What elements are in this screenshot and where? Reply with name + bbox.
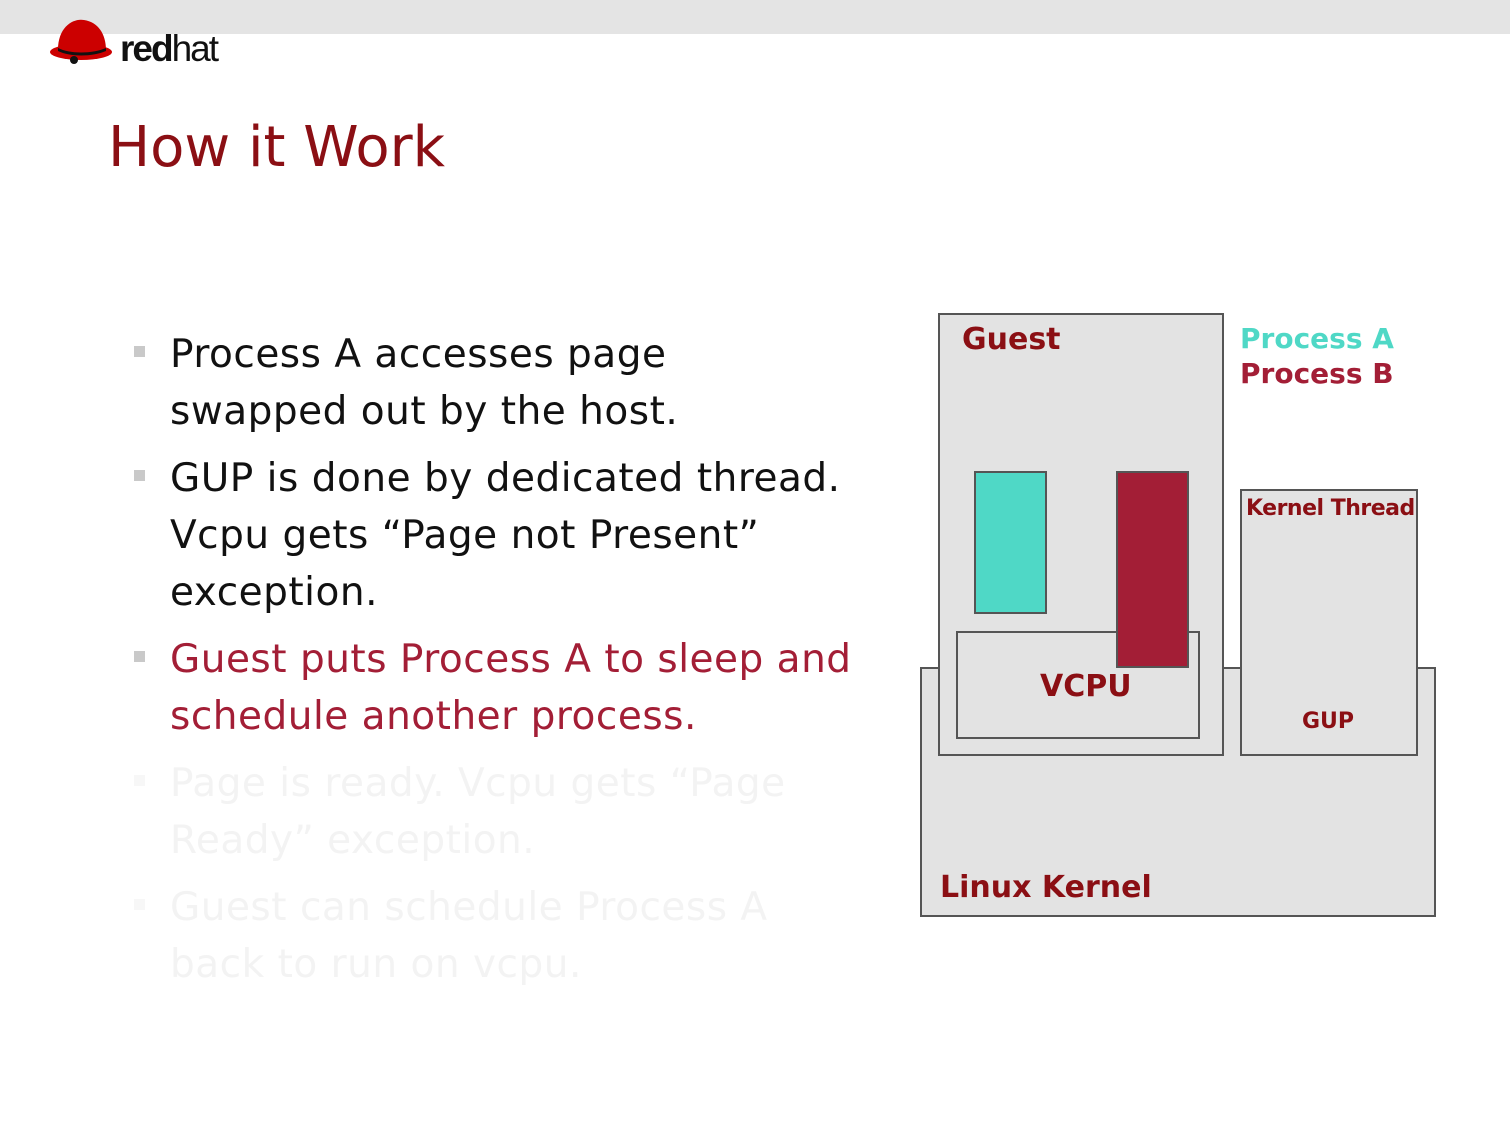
bullet-item [134,755,854,869]
vcpu-label: VCPU [1040,669,1132,704]
bullet-text: Page is ready. Vcpu gets “Page Ready” exception. [170,761,786,863]
linux-kernel-label: Linux Kernel [940,870,1152,905]
bullet-item [134,631,854,745]
bullet-marker-icon [134,346,145,357]
guest-label: Guest [962,322,1061,357]
bullet-item [134,326,854,440]
bullet-text: Guest can schedule Process A back to run on vcpu. [170,885,768,987]
shadowman-hat-icon [48,16,114,68]
process-a-block [974,471,1047,614]
gup-label: GUP [1302,709,1355,734]
bullet-text: Guest puts Process A to sleep and schedule another process. [170,637,852,739]
bullet-marker-icon [134,470,145,481]
redhat-wordmark: redhat [120,28,218,69]
kernel-thread-label: Kernel Thread [1246,496,1415,521]
process-b-block [1116,471,1189,668]
bullet-text: Process A accesses page swapped out by the host. [170,332,679,434]
redhat-logo [48,16,248,76]
legend-process-b: Process B [1240,357,1394,390]
slide-title: How it Work [108,115,446,180]
bullet-list [134,326,854,1003]
bullet-marker-icon [134,651,145,662]
bullet-marker-icon [134,775,145,786]
bullet-text: GUP is done by dedicated thread. Vcpu gets “Page not Present” exception. [170,456,841,615]
bullet-item [134,879,854,993]
bullet-item [134,450,854,621]
bullet-marker-icon [134,899,145,910]
legend-process-a: Process A [1240,322,1394,355]
